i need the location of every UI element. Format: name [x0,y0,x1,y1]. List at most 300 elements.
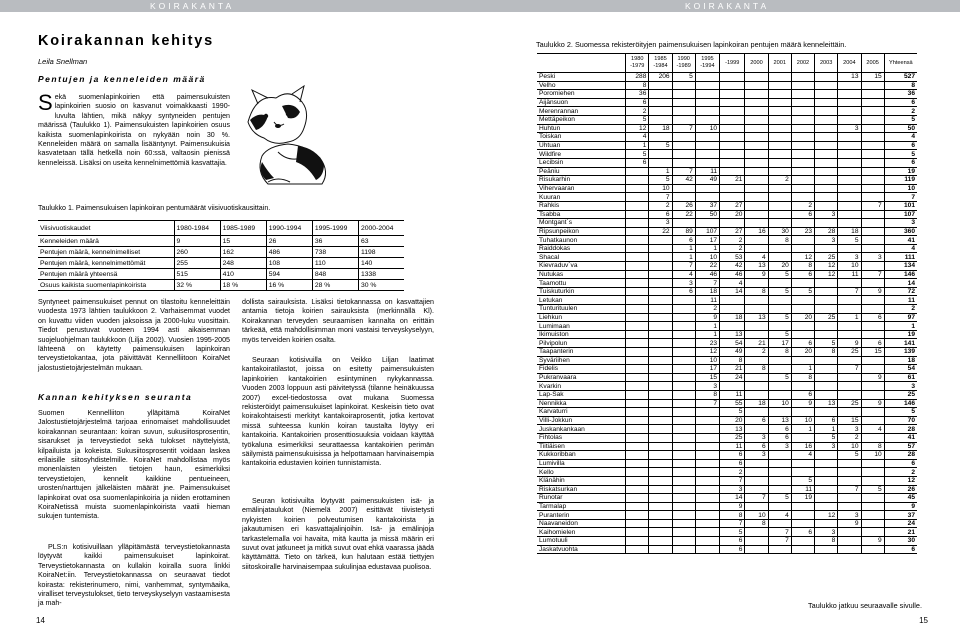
table2-cell: 7 [720,476,745,485]
table2-cell: 37 [695,201,719,210]
table2-cell: 1 [884,322,917,331]
table2-cell: 9 [838,339,861,348]
table2-cell [649,296,672,305]
table-row [537,219,917,228]
kennel-name-cell: Tiitiäisen [537,442,626,451]
table-row [537,348,917,357]
table2-cell: 3 [745,433,768,442]
table2-cell [768,107,791,116]
table2-cell: 7 [838,287,861,296]
table2-cell [649,390,672,399]
table2-cell [861,279,884,288]
table2-cell [791,219,814,228]
table2-cell [626,528,649,537]
table2-cell: 50 [884,124,917,133]
table2-cell [791,81,814,90]
table2-cell [720,296,745,305]
table-row [537,451,917,460]
table2-cell: 6 [791,339,814,348]
table2-cell [815,476,838,485]
table2-cell: 23 [695,339,719,348]
table2-cell: 7 [861,201,884,210]
table2-cell [745,141,768,150]
table1-cell: 1338 [358,269,404,280]
table2-cell [768,210,791,219]
kennel-name-cell: Kukkoribban [537,451,626,460]
table2-cell: 24 [720,373,745,382]
table2-cell [791,176,814,185]
intro-text: ekä suomenlapinkoirien että paimensukuisten lapinkoirien suosio on kasvanut voimakkaasti 1990-luvulta lähtien, mikä näkyy syntyneiden pentujen määrissä (Taulukko 1). Paimensukuisten lapinkoirien osuus kaikista suomenlapinkoirista on nykyään noin 30 %. Kenneleiden määrä on samalla lisääntynyt. Paimensukuisia kasvatetaan tällä hetkellä noin 60:ssä, valtaosin pienissä kenneleissä. Lisäksi on useita kennelnimettömiä kasvattajia. [38,93,230,167]
table2-header-cell [537,54,626,73]
table-row [537,528,917,537]
table2-cell [695,184,719,193]
table2-cell [861,468,884,477]
table2-cell [838,115,861,124]
table2-cell [649,425,672,434]
table2-cell [649,519,672,528]
table2-cell [861,124,884,133]
table2-cell [838,184,861,193]
table2-cell [720,133,745,142]
table2-cell [626,322,649,331]
table2-cell: 42 [720,262,745,271]
table-row [537,545,917,554]
table2-cell [838,158,861,167]
kennel-name-cell: Nennikka [537,399,626,408]
table2-cell [791,511,814,520]
table2-cell [672,451,695,460]
table2-cell: 5 [649,176,672,185]
table2-cell [649,270,672,279]
table-row [537,373,917,382]
table2-cell: 2 [720,244,745,253]
table2-cell [861,502,884,511]
table2-cell: 2 [768,176,791,185]
table2-cell [720,305,745,314]
table2-cell [791,545,814,554]
table2-cell [745,244,768,253]
table2-cell [695,150,719,159]
table2-cell: 2 [626,107,649,116]
table-row [537,476,917,485]
table2-cell: 8 [720,511,745,520]
table2-cell [838,176,861,185]
table2-cell [791,382,814,391]
table2-cell [745,296,768,305]
table2-cell: 7 [720,519,745,528]
kennel-name-cell: Lecibsin [537,158,626,167]
table2-cell: 10 [649,184,672,193]
running-header-right [480,0,960,12]
table2-cell [745,236,768,245]
table2-cell: 49 [720,348,745,357]
table2-cell [791,133,814,142]
table2-cell [626,494,649,503]
table-row [38,280,404,291]
table2-cell [838,382,861,391]
table2-cell: 2 [745,348,768,357]
table2-cell [649,322,672,331]
kennel-name-cell: Jaskatvuohta [537,545,626,554]
table2-cell [745,537,768,546]
table1-cell: 108 [266,258,312,269]
table2-cell: 36 [884,90,917,99]
table2-cell: 13 [720,425,745,434]
table2-cell: 10 [838,442,861,451]
kennel-name-cell: Kuuran [537,193,626,202]
kennel-name-cell: Juskankankaan [537,425,626,434]
table2-cell: 13 [745,313,768,322]
kennel-name-cell: Lap-Sak [537,390,626,399]
table2-cell: 6 [791,390,814,399]
table2-cell: 6 [884,158,917,167]
table2-cell [838,133,861,142]
table2-cell [815,494,838,503]
table2-cell [649,287,672,296]
table2-cell [672,90,695,99]
table2-cell [815,158,838,167]
table-row [537,262,917,271]
table2-cell: 10 [884,184,917,193]
table2-cell: 5 [649,141,672,150]
table2-cell [815,502,838,511]
table2-cell: 20 [720,210,745,219]
table2-cell: 3 [884,382,917,391]
table2-cell [649,107,672,116]
table2-cell: 7 [695,399,719,408]
table2-cell [791,322,814,331]
kennel-name-cell: Vihervaaran [537,184,626,193]
table2-cell [838,502,861,511]
table2-cell: 5 [768,287,791,296]
table1-cell: Osuus kaikista suomenlapinkoirista [38,280,174,291]
table2-cell: 5 [768,330,791,339]
kennel-name-cell: Peäniu [537,167,626,176]
table-row [537,98,917,107]
table1-header-row [38,221,404,236]
table2-cell [745,502,768,511]
table2-cell [649,545,672,554]
table2-cell [672,382,695,391]
table2-cell [626,236,649,245]
table2-cell: 12 [815,262,838,271]
table2-cell: 9 [861,537,884,546]
table2-cell [626,502,649,511]
running-title-right: KOIRAKANTA [685,1,770,11]
kennel-name-cell: Tuhatkaunon [537,236,626,245]
table2-cell: 20 [791,348,814,357]
table-row [38,236,404,247]
table1-cell: 848 [312,269,358,280]
kennel-name-cell: Poromiehen [537,90,626,99]
table2-cell [861,390,884,399]
table2-cell: 2 [720,468,745,477]
table-row [537,227,917,236]
table2-cell [649,279,672,288]
table-row [537,339,917,348]
table-row [537,356,917,365]
table1-cell: Pentujen määrä, kennelnimettömät [38,258,174,269]
table2-cell: 6 [861,339,884,348]
table2-cell: 10 [695,124,719,133]
table2-cell [745,356,768,365]
table2-cell: 10 [838,262,861,271]
table1-cell: 9 [174,236,220,247]
table2-cell: 11 [695,296,719,305]
table2-cell [815,373,838,382]
kennel-name-cell: Tuiskuturkin [537,287,626,296]
table2-cell [791,433,814,442]
table2-cell [861,356,884,365]
table2-cell [815,305,838,314]
section-heading-seuranta: Kannan kehityksen seuranta [38,392,193,402]
table2-cell: 9 [720,502,745,511]
table2-cell [861,98,884,107]
table2-cell [838,296,861,305]
table2-cell [838,90,861,99]
table2-cell [815,98,838,107]
table2-cell [649,81,672,90]
table2-cell [649,90,672,99]
table2-cell: 6 [720,451,745,460]
table2-cell: 23 [791,227,814,236]
table-row [537,184,917,193]
table2-cell: 42 [672,176,695,185]
table2-cell [745,373,768,382]
body-paragraph: dollista sairauksista. Lisäksi tietokannassa on kasvattajien antamia tietoja koirien sairauksista (merkinnällä Kl). Koirakannan terveyden seuraamisen kannalta on erittäin tärkeää, että mahdollisimman moni vastaisi terveyskyselyyn, myös terveiden koirien osalta. [242,298,434,344]
table2-cell [649,442,672,451]
table2-cell: 1 [791,365,814,374]
table2-cell [745,81,768,90]
table2-header-cell: 1990 -1989 [672,54,695,73]
table2-cell [649,262,672,271]
table2-cell: 12 [815,270,838,279]
table2-cell [649,382,672,391]
table1-cell: 515 [174,269,220,280]
table2-cell [745,124,768,133]
table1-cell: 162 [220,247,266,258]
continuation-note: Taulukko jatkuu seuraavalle sivulle. [808,601,922,610]
table2-cell [745,279,768,288]
table2-cell: 13 [838,73,861,82]
table2-cell: 10 [695,253,719,262]
table2-header-row [537,54,917,73]
table1-cell: 63 [358,236,404,247]
table2-cell: 13 [768,416,791,425]
table2-cell [768,73,791,82]
table2-cell: 6 [626,158,649,167]
table2-cell: 16 [745,227,768,236]
table2-cell: 21 [884,528,917,537]
table2-cell: 3 [838,425,861,434]
table2-cell: 4 [745,253,768,262]
table2-cell [815,184,838,193]
table2-cell: 1 [791,425,814,434]
table2-cell [791,73,814,82]
table2-cell: 5 [861,485,884,494]
table2-cell [649,451,672,460]
table2-cell [649,365,672,374]
table2-cell [791,184,814,193]
table2-cell [838,408,861,417]
table2-cell [649,502,672,511]
table2-cell [672,184,695,193]
table2-cell [626,399,649,408]
table2-cell [626,485,649,494]
table2-cell: 5 [815,339,838,348]
table2-cell [745,107,768,116]
table2-cell [745,408,768,417]
table2-cell [861,322,884,331]
table2-cell [672,511,695,520]
table2-cell [815,219,838,228]
table-row [537,390,917,399]
table2-cell: 25 [815,313,838,322]
table2-cell: 6 [720,545,745,554]
table2-cell [861,227,884,236]
table2-cell: 17 [768,339,791,348]
kennel-name-cell: Runotar [537,494,626,503]
table2-cell [815,330,838,339]
kennel-name-cell: Pukranvaara [537,373,626,382]
table2-cell [861,141,884,150]
table2-cell [838,468,861,477]
table2-cell [838,356,861,365]
table2-header-cell: Yhteensä [884,54,917,73]
table2-cell [745,382,768,391]
kennel-name-cell: Risukarhin [537,176,626,185]
table2-cell [672,107,695,116]
table1-cell: 30 % [358,280,404,291]
table2-cell [672,373,695,382]
table2-cell: 206 [649,73,672,82]
table1-cell: 410 [220,269,266,280]
table2-cell: 15 [861,73,884,82]
table2-cell: 8 [861,442,884,451]
table2-cell [672,408,695,417]
table2-cell [768,201,791,210]
table2-cell [838,390,861,399]
table2-cell: 9 [884,502,917,511]
table2-cell: 101 [884,201,917,210]
table2-cell: 7 [745,494,768,503]
table2-cell [626,279,649,288]
table2-cell: 6 [815,416,838,425]
table2-cell [838,305,861,314]
table2-cell: 5 [884,408,917,417]
table2-cell: 3 [720,485,745,494]
table-row [537,468,917,477]
table2-cell [695,476,719,485]
table2-cell [626,210,649,219]
dogs-illustration [238,82,336,188]
table2-cell [720,219,745,228]
table2-cell [649,115,672,124]
table-row [537,485,917,494]
table2-cell [626,468,649,477]
table2-cell: 8 [745,365,768,374]
table2-cell: 20 [791,313,814,322]
kennel-name-cell: Kaihomielen [537,528,626,537]
table2-cell: 46 [695,270,719,279]
kennel-name-cell: Riskatsurkan [537,485,626,494]
table2-cell [791,150,814,159]
table2-cell: 17 [695,236,719,245]
table2-cell [626,519,649,528]
table2-cell: 18 [884,356,917,365]
table2-cell [745,485,768,494]
table2-cell [672,545,695,554]
table2-cell: 3 [815,528,838,537]
table-row [537,90,917,99]
table2-cell: 18 [745,399,768,408]
table-row [537,416,917,425]
table2-cell: 6 [884,545,917,554]
body-paragraph: Syntyneet paimensukuiset pennut on tilastoitu kenneleittäin vuodesta 1973 lähtien taulukkoon 2. Varhaisemmat vuodet on kuvattu viiden vuoden jaksoissa ja 2000-luku vuosittain. Tiedot perustuvat vuoteen 1994 asti aikaisemman suojeluohjelman taulukkoon (Lilja 2002). Vuosien 1995-2005 lähteenä on käytetty paimensukuisen lapinkoiran terveystietokantaa, jota päivittävät Kennelliitoon KoiraNet jalostustietojärjestelmän mukaan. [38,298,230,372]
table2-cell: 3 [815,210,838,219]
table2-cell [791,519,814,528]
table2-cell: 70 [884,416,917,425]
table1-cell: Pentujen määrä yhteensä [38,269,174,280]
table-row [537,133,917,142]
table-row [537,270,917,279]
table2-cell: 6 [884,141,917,150]
kennel-name-cell: Tarmalap [537,502,626,511]
table2-cell [768,305,791,314]
article-title: Koirakannan kehitys [38,33,215,49]
table-row [537,433,917,442]
table2-cell [791,330,814,339]
table2-cell [649,528,672,537]
kennel-name-cell: Ikimuiston [537,330,626,339]
table2-cell [649,416,672,425]
kennel-name-cell: Kievraduv´va [537,262,626,271]
body-paragraph: Seuraan kotisivuilla on Veikko Liljan laatimat kantakoiratilastot, joissa on esitetty paimensukuisten lapinkoirien kantakoirien esiintyminen nykykannassa. Vuoden 2003 loppuun asti päivitetyssä (tilanne heinäkuussa 2007) excel-tiedostossa ovat mukana Suomessa rekisteröidyt paimensukuiset lapinkoirat. Keskeisin tieto ovat koirakohtaisesti merkityt kantakoiraprosentit, jotka kertovat missä suhteessa kunkin koiran taustalta löytyy eri kantakoiria. Kantakoirien prosenttiosuuksia voidaan käyttää työkaluna esimerkiksi seurattaessa kantakoirien perimän säilymistä paimensukuisissa ja helpottamaan harvinaisempia kantakoiria edustavien koirien tunnistamista. [242,356,434,468]
table2-cell: 25 [838,399,861,408]
table2-cell [838,98,861,107]
table2-cell: 8 [768,236,791,245]
table2-cell: 26 [884,485,917,494]
table2-cell: 4 [791,451,814,460]
kennel-name-cell: Ripsunpeikon [537,227,626,236]
table2-cell [768,158,791,167]
table2-cell [861,184,884,193]
table2-cell: 2 [884,468,917,477]
table2-cell: 22 [695,262,719,271]
table2-cell [861,244,884,253]
table1-cell: 26 [266,236,312,247]
table-row [537,399,917,408]
table2-cell [672,390,695,399]
table2-cell [861,193,884,202]
table2-cell: 8 [720,356,745,365]
table2-cell [626,201,649,210]
table2-cell [768,408,791,417]
table2-cell [768,90,791,99]
table2-cell [672,339,695,348]
table2-cell [791,459,814,468]
table2-cell: 1 [626,141,649,150]
table2-cell [838,373,861,382]
table2-cell [720,158,745,167]
table2-cell [815,365,838,374]
table2-cell: 6 [861,313,884,322]
table2-cell [768,124,791,133]
table2-cell [695,545,719,554]
table2-cell: 10 [745,511,768,520]
kennel-name-cell: Äijänsuon [537,98,626,107]
table2-cell: 1 [695,244,719,253]
